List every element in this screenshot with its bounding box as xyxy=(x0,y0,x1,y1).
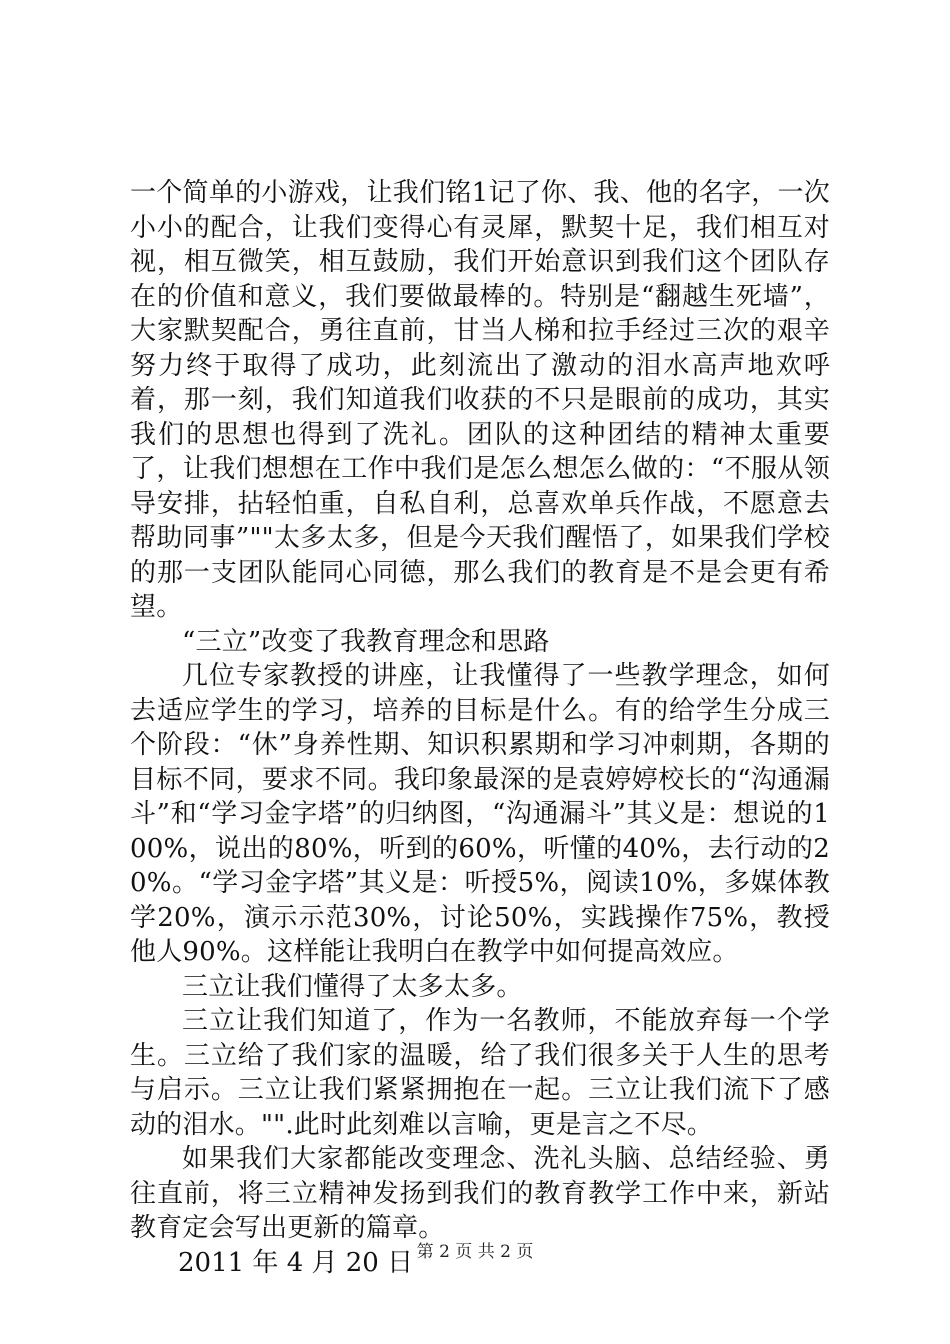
paragraph-4: 三立让我们懂得了太多太多。 xyxy=(182,971,523,1002)
paragraph-3: 几位专家教授的讲座，让我懂得了一些教学理念，如何去适应学生的学习，培养的目标是什么。有的给学生分成三个阶段：“休”身养性期、知识积累期和学习冲刺期，各期的目标不同，要求不同。我印象最深的是袁婷婷校长的“沟通漏斗”和“学习金字塔”的归纳图，“沟通漏斗”其义是：想说的100%，说出的80%，听到的60%，听懂的40%，去行动的20%。“学习金字塔”其义是：听授5%，阅读10%，多媒体教学20%，演示示范30%，讨论50%，实践操作75%，教授他人90%。这样能让我明白在教学中如何提高效应。 xyxy=(130,661,830,967)
document-body xyxy=(130,176,830,1280)
paragraph-5: 三立让我们知道了，作为一名教师，不能放弃每一个学生。三立给了我们家的温暖，给了我们很多关于人生的思考与启示。三立让我们紧紧拥抱在一起。三立让我们流下了感动的泪水。"".此时此刻难以言喻，更是言之不尽。 xyxy=(130,1006,830,1140)
section-heading: “三立”改变了我教育理念和思路 xyxy=(182,626,550,657)
paragraph-6: 如果我们大家都能改变理念、洗礼头脑、总结经验、勇往直前，将三立精神发扬到我们的教育教学工作中来，新站教育定会写出更新的篇章。 xyxy=(130,1144,830,1243)
page-footer: 第 2 页 共 2 页 xyxy=(416,1242,534,1262)
paragraph-1: 一个简单的小游戏，让我们铭1记了你、我、他的名字，一次小小的配合，让我们变得心有灵犀，默契十足，我们相互对视，相互微笑，相互鼓励，我们开始意识到我们这个团队存在的价值和意义，我们要做最棒的。特别是“翻越生死墙”，大家默契配合，勇往直前，甘当人梯和拉手经过三次的艰辛努力终于取得了成功，此刻流出了激动的泪水高声地欢呼着，那一刻，我们知道我们收获的不只是眼前的成功，其实我们的思想也得到了洗礼。团队的这种团结的精神太重要了，让我们想想在工作中我们是怎么想怎么做的：“不服从领导安排，拈轻怕重，自私自利，总喜欢单兵作战，不愿意去帮助同事”""太多太多，但是今天我们醒悟了，如果我们学校的那一支团队能同心同德，那么我们的教育是不是会更有希望。 xyxy=(130,178,830,622)
document-date: 2011 年 4 月 20 日 xyxy=(178,1247,414,1278)
